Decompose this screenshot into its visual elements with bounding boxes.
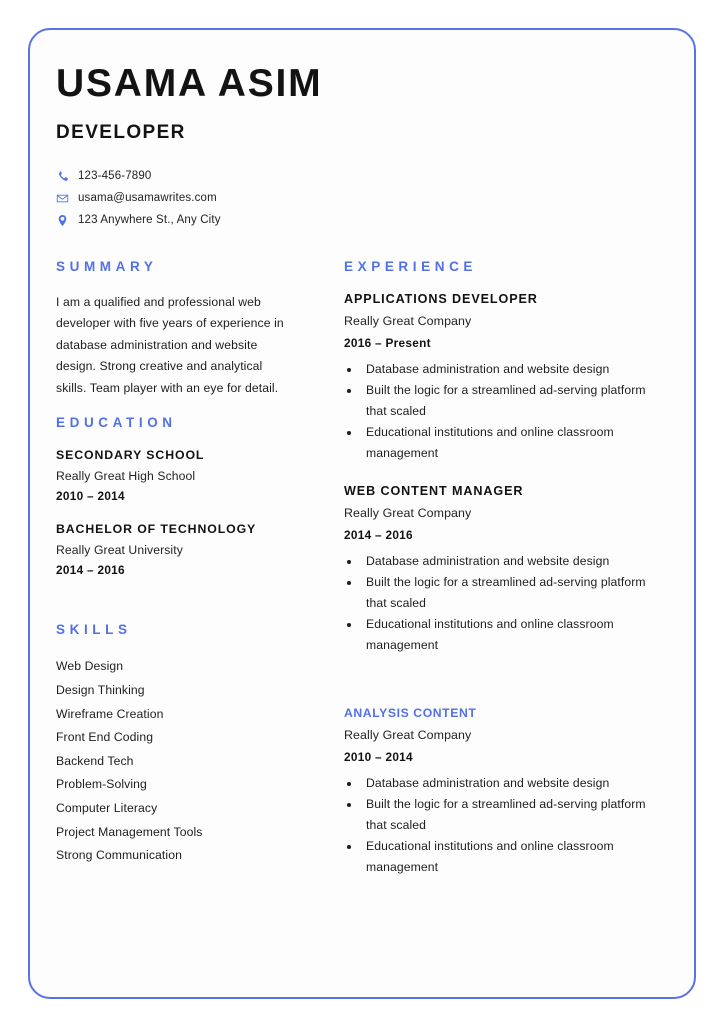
contact-email-value: usama@usamawrites.com [78, 192, 217, 205]
experience-dates: 2010 – 2014 [344, 749, 413, 764]
experience-dates: 2014 – 2016 [344, 527, 413, 542]
location-pin-icon [56, 214, 78, 227]
skills-list [56, 655, 310, 867]
list-item: • Educational institutions and online classroom management [361, 422, 668, 464]
education-degree: SECONDARY SCHOOL [56, 448, 205, 463]
experience-company: Really Great Company [344, 505, 472, 520]
list-item: Project Management Tools [56, 824, 203, 839]
education-heading: EDUCATION [56, 415, 177, 431]
experience-heading: EXPERIENCE [344, 258, 478, 274]
list-item: • Built the logic for a streamlined ad-serving platform that scaled [361, 380, 668, 422]
experience-dates: 2016 – Present [344, 335, 431, 350]
list-item: • Educational institutions and online classroom management [361, 614, 668, 656]
skills-heading: SKILLS [56, 622, 132, 638]
experience-entry [344, 484, 668, 656]
experience-job-title: APPLICATIONS DEVELOPER [344, 291, 538, 306]
education-school: Really Great High School [56, 469, 196, 484]
list-item: • Database administration and website design [361, 551, 668, 572]
list-item: • Built the logic for a streamlined ad-serving platform that scaled [361, 794, 668, 836]
education-entry [56, 522, 310, 577]
education-dates: 2014 – 2016 [56, 563, 125, 578]
list-item: Web Design [56, 659, 124, 674]
list-item: • Educational institutions and online classroom management [361, 836, 668, 878]
list-item: • Database administration and website design [361, 773, 668, 794]
page-title: USAMA ASIM [56, 62, 323, 105]
contact-list [56, 166, 668, 231]
summary-section [56, 259, 310, 400]
experience-bullets [344, 359, 668, 464]
skills-section [56, 622, 310, 867]
right-column [310, 259, 668, 898]
envelope-icon [56, 192, 78, 205]
left-column [56, 259, 310, 898]
resume-header [56, 56, 668, 231]
job-role-subtitle: DEVELOPER [56, 121, 186, 143]
contact-address-value: 123 Anywhere St., Any City [78, 214, 221, 227]
experience-bullets [344, 551, 668, 656]
list-item: Front End Coding [56, 730, 154, 745]
list-item: Backend Tech [56, 753, 134, 768]
education-section [56, 415, 310, 577]
education-degree: BACHELOR OF TECHNOLOGY [56, 522, 257, 537]
list-item: Computer Literacy [56, 801, 158, 815]
education-school: Really Great University [56, 543, 183, 558]
list-item: • Database administration and website design [361, 359, 668, 380]
contact-email[interactable] [56, 188, 668, 209]
experience-entry [344, 292, 668, 464]
experience-job-title: ANALYSIS CONTENT [344, 705, 477, 720]
education-dates: 2010 – 2014 [56, 489, 125, 504]
experience-job-title: WEB CONTENT MANAGER [344, 483, 524, 498]
resume-card-frame [28, 28, 696, 999]
summary-heading: SUMMARY [56, 258, 158, 274]
experience-company: Really Great Company [344, 727, 472, 742]
contact-phone[interactable] [56, 166, 668, 187]
list-item: Wireframe Creation [56, 706, 164, 721]
education-entry [56, 448, 310, 503]
contact-address[interactable] [56, 210, 668, 231]
resume-content [30, 30, 694, 997]
summary-text: I am a qualified and professional web developer with five years of experience in database administration and website design. Strong creative and analytical skills. Team player with an eye for detail. [56, 294, 284, 395]
experience-company: Really Great Company [344, 313, 472, 328]
experience-entry [344, 706, 668, 878]
list-item: • Built the logic for a streamlined ad-serving platform that scaled [361, 572, 668, 614]
experience-bullets [344, 773, 668, 878]
list-item: Design Thinking [56, 683, 145, 698]
phone-icon [56, 170, 78, 183]
list-item: Problem-Solving [56, 777, 147, 792]
contact-phone-value: 123-456-7890 [78, 170, 152, 183]
resume-columns [56, 259, 668, 898]
list-item: Strong Communication [56, 848, 182, 863]
